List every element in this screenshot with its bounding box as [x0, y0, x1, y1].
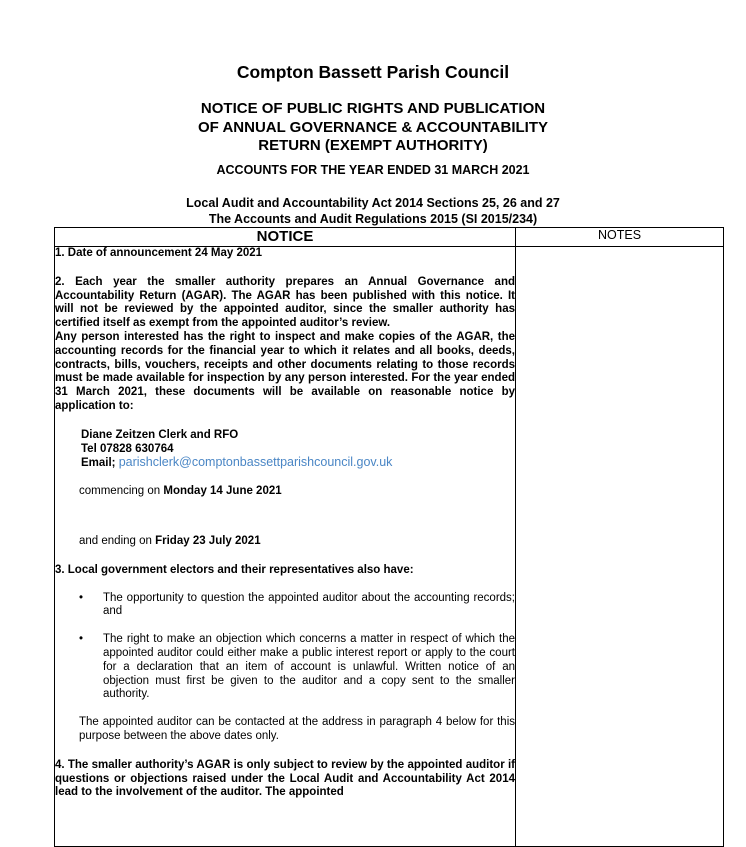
commencing-line — [79, 485, 515, 499]
ending-date: Friday 23 July 2021 — [155, 534, 261, 547]
commencing-label: commencing on — [79, 485, 161, 498]
notice-body — [55, 247, 516, 847]
rights-list-item-2 — [79, 633, 515, 702]
contact-email-label: Email; — [81, 457, 116, 470]
council-name: Compton Bassett Parish Council — [236, 62, 510, 82]
notice-title — [0, 100, 746, 156]
notice-title-line3: RETURN (EXEMPT AUTHORITY) — [258, 137, 488, 154]
contact-email-row — [81, 456, 515, 471]
legislation-line2: The Accounts and Audit Regulations 2015 (SI 2015/234) — [208, 212, 538, 226]
notice-table — [54, 227, 724, 847]
rights-list-item-1 — [79, 592, 515, 620]
paragraph-3: 3. Local government electors and their representatives also have: — [55, 563, 414, 576]
ending-line — [79, 535, 515, 549]
paragraph-2b: Any person interested has the right to inspect and make copies of the AGAR, the accounting records for the financial year to which it relates and all books, deeds, contracts, bills, vouchers, receipts and other documents relating to those records must be made available for inspection by any person interested. For the year ended 31 March 2021, these documents will be available on reasonable notice by application to: — [55, 330, 515, 412]
contact-email-link[interactable]: parishclerk@comptonbassettparishcouncil.gov.uk — [118, 455, 393, 470]
legislation-heading — [0, 195, 746, 227]
rights-list-item-2-text: The right to make an objection which concerns a matter in respect of which the appointed auditor could either make a public interest report or apply to the court for a declaration that an item of account is unlawful. Written notice of an objection must first be given to the auditor and a copy sent to the smaller authority. — [103, 633, 515, 701]
contact-tel: Tel 07828 630764 — [81, 442, 174, 455]
rights-list — [55, 592, 515, 703]
contact-details — [81, 429, 515, 471]
contact-name: Diane Zeitzen Clerk and RFO — [81, 428, 239, 441]
commencing-date: Monday 14 June 2021 — [163, 485, 282, 498]
paragraph-1: 1. Date of announcement 24 May 2021 — [55, 247, 263, 259]
rights-list-item-1-text: The opportunity to question the appointed auditor about the accounting records; and — [103, 591, 515, 618]
notes-column-header: NOTES — [516, 228, 724, 247]
notice-column-header: NOTICE — [55, 228, 516, 247]
notice-title-line2: OF ANNUAL GOVERNANCE & ACCOUNTABILITY — [198, 118, 548, 136]
paragraph-2a: 2. Each year the smaller authority prepares an Annual Governance and Accountability Return (AGAR). The AGAR has been published with this notice. It will not be reviewed by the appointed auditor, since the smaller authority has certified itself as exempt from the appointed auditor’s review. — [55, 275, 515, 330]
legislation-line1: Local Audit and Accountability Act 2014 Sections 25, 26 and 27 — [186, 196, 560, 210]
auditor-contact-note: The appointed auditor can be contacted at the address in paragraph 4 below for this purpose between the above dates only. — [79, 716, 515, 742]
bullet-icon: • — [79, 591, 84, 604]
accounts-year-heading: ACCOUNTS FOR THE YEAR ENDED 31 MARCH 2021 — [216, 163, 530, 177]
ending-label: and ending on — [79, 534, 152, 547]
notice-title-line1: NOTICE OF PUBLIC RIGHTS AND PUBLICATION — [200, 100, 546, 117]
bullet-icon: • — [79, 633, 84, 646]
paragraph-4: 4. The smaller authority’s AGAR is only subject to review by the appointed auditor if questions or objections raised under the Local Audit and Accountability Act 2014 lead to the involvement of the auditor. The appointed — [55, 758, 515, 799]
notes-column-body — [516, 247, 724, 847]
